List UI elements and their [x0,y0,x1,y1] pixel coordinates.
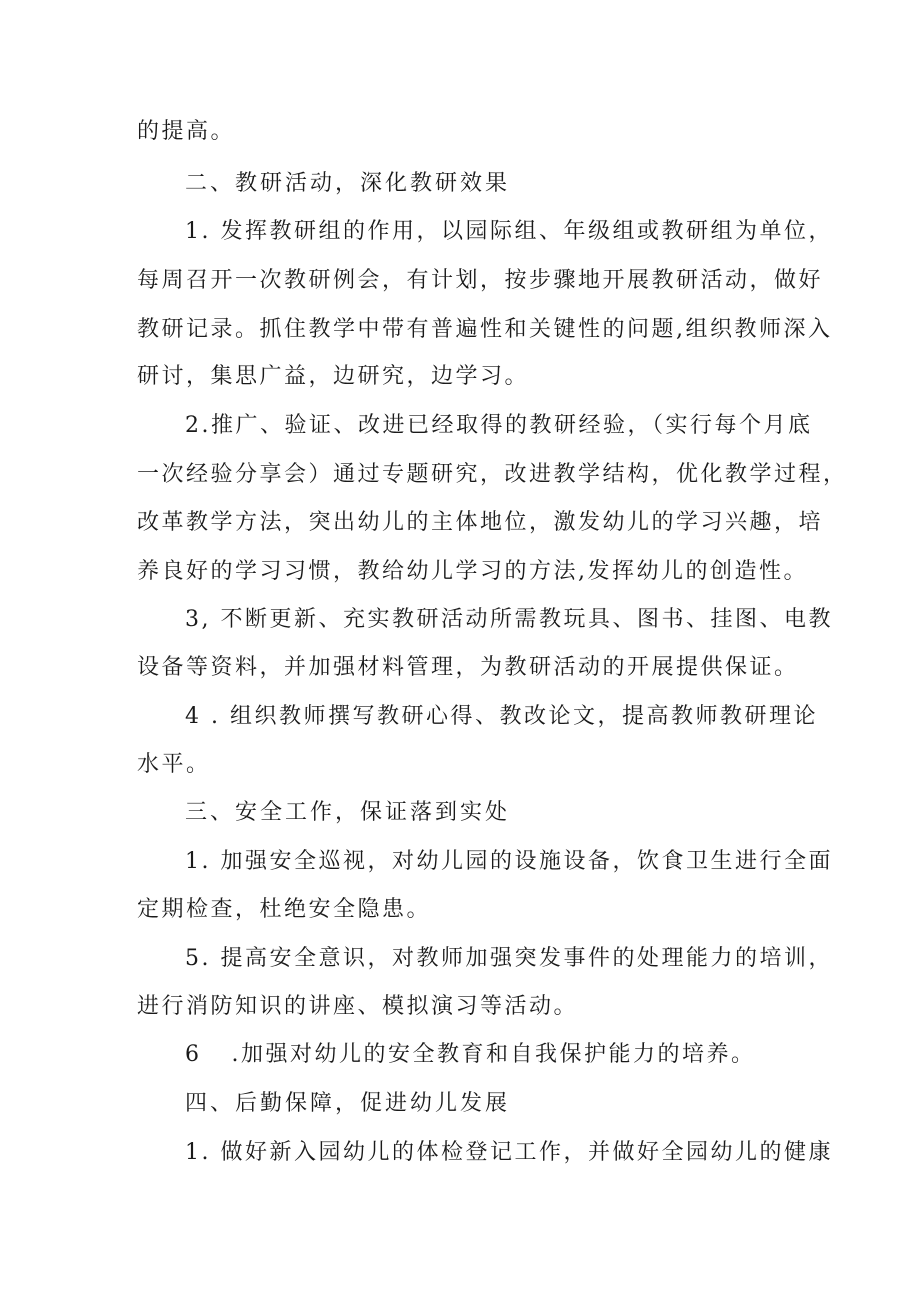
text-line: 改革教学方法，突出幼儿的主体地位，激发幼儿的学习兴趣，培 [137,510,824,535]
text-line: 5. 提高安全意识，对教师加强突发事件的处理能力的培训， [185,946,833,971]
text-line: 教研记录。抓住教学中带有普遍性和关键性的问题,组织教师深入 [137,317,833,342]
text-line: 一次经验分享会）通过专题研究，改进教学结构，优化教学过程， [137,462,848,487]
text-line: 1. 做好新入园幼儿的体检登记工作，并做好全园幼儿的健康 [185,1140,833,1165]
text-line: 设备等资料，并加强材料管理，为教研活动的开展提供保证。 [137,655,799,680]
section-heading: 二、教研活动，深化教研效果 [185,171,511,196]
text-line: 研讨，集思广益，边研究，边学习。 [137,364,530,389]
text-line: 进行消防知识的讲座、模拟演习等活动。 [137,994,579,1019]
text-line: 3, 不断更新、充实教研活动所需教玩具、图书、挂图、电教 [185,607,833,632]
text-line: 养良好的学习习惯，教给幼儿学习的方法,发挥幼儿的创造性。 [137,559,808,584]
section-heading: 三、安全工作，保证落到实处 [185,800,511,825]
text-line: 的提高。 [137,119,236,144]
text-line: 4 . 组织教师撰写教研心得、教改论文，提高教师教研理论 [185,704,818,729]
text-line [185,1040,756,1070]
item-text: .加强对幼儿的安全教育和自我保护能力的培养。 [231,1042,756,1067]
text-line: 每周召开一次教研例会，有计划，按步骤地开展教研活动，做好 [137,268,824,293]
item-number: 6 [185,1042,202,1067]
section-heading: 四、后勤保障，促进幼儿发展 [185,1091,511,1116]
text-line: 水平。 [137,752,211,777]
text-line: 1. 加强安全巡视，对幼儿园的设施设备，饮食卫生进行全面 [185,849,833,874]
text-line: 定期检查，杜绝安全隐患。 [137,897,432,922]
text-line: 2.推广、验证、改进已经取得的教研经验，（实行每个月底 [185,413,813,438]
text-line: 1. 发挥教研组的作用，以园际组、年级组或教研组为单位， [185,219,833,244]
